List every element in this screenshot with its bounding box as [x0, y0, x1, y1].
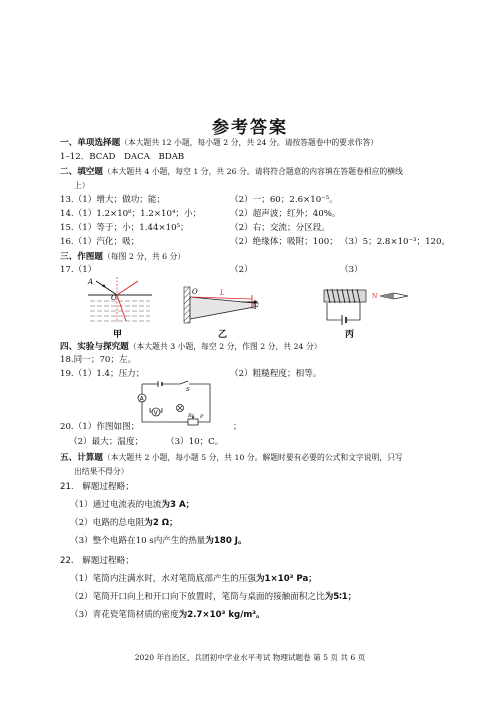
- q20-l2b: （3）10；C。: [166, 437, 224, 447]
- q15-row: [60, 223, 189, 234]
- fig2-caption: 乙: [218, 330, 228, 340]
- section-2-note-1: （本大题共 4 小题，每空 1 分，共 26 分。请将符合题意的内容填在答题卷相应的横线: [102, 167, 403, 176]
- q15-c1: （1）等于；小；1.44×10⁵；: [73, 223, 189, 233]
- q22-l2a: （2）笔筒开口向上和开口向下放置时，笔筒与桌面的接触面积之比: [70, 592, 325, 602]
- q20-l1: （1）作图如图；: [73, 422, 140, 432]
- q17-num: 17.（1）: [60, 265, 97, 275]
- section-1-note: （本大题共 12 小题，每小题 2 分，共 24 分。请按答题卷中的要求作答）: [120, 138, 379, 147]
- fig2-label-F: F: [254, 303, 259, 311]
- fig2-label-O: O: [192, 288, 198, 296]
- circuit-label-R: R: [188, 413, 192, 419]
- q16-row: [60, 237, 139, 248]
- q22-l1a: （1）笔筒内注满水时，水对笔筒底部产生的压强: [70, 574, 256, 584]
- circuit-label-A: A: [139, 395, 144, 403]
- fig1-label-A: A: [88, 278, 94, 286]
- section-2-line: [60, 166, 403, 178]
- q14-c1: （1）1.2×10⁸；1.2×10⁴；小；: [73, 209, 202, 219]
- page-title: 参考答案: [212, 118, 288, 138]
- fig3-caption: 丙: [345, 330, 355, 340]
- q21-l2b: 为2 Ω；: [144, 518, 178, 528]
- fig2-label-L: L: [220, 289, 225, 297]
- q19-c1: （1）1.4；压力；: [73, 369, 145, 379]
- q17-c2: （2）: [230, 265, 253, 275]
- section-4-head: 四、实验与探究题: [60, 342, 129, 352]
- q14-row: [60, 209, 201, 220]
- q20-num: 20.: [60, 422, 74, 432]
- section-3-note: （每图 2 分，共 6 分）: [102, 252, 186, 261]
- q21-l3b: 为180 J。: [205, 536, 247, 546]
- q13-c1: （1）增大；做功；能；: [73, 195, 166, 205]
- refraction-diagram: [84, 275, 154, 327]
- fig3-label-N: N: [372, 293, 378, 300]
- q20-l2a: （2）最大；温度；: [69, 437, 144, 447]
- q14-c2: （2）超声波；红外；40%。: [230, 209, 341, 219]
- q21-l1b: 为3 A；: [161, 500, 195, 510]
- q18-num: 18.: [60, 355, 74, 365]
- answer-1-12: 1–12．BCAD DACA BDAB: [60, 152, 185, 162]
- q13-row: [60, 195, 165, 206]
- q16-c1: （1）汽化；吸；: [73, 237, 140, 247]
- q21-l2a: （2）电路的总电阻: [70, 518, 145, 528]
- q22-line-1: [70, 574, 317, 585]
- q14-num: 14.: [60, 209, 74, 219]
- q22-head: 22. 解题过程略；: [60, 556, 134, 566]
- q21-line-1: [70, 500, 194, 511]
- q17-c3: （3）: [340, 265, 363, 275]
- page-footer: 2020 年自治区、兵团初中学业水平考试 物理试题卷 第 5 页 共 6 页: [134, 653, 366, 662]
- section-5-head: 五、计算题: [60, 453, 103, 463]
- q21-l3a: （3）整个电路在10 s内产生的热量: [70, 536, 206, 546]
- section-2-note-2: 上）: [74, 181, 90, 190]
- q18-row: [60, 355, 136, 366]
- section-4-line: [60, 341, 322, 353]
- fig1-caption: 甲: [113, 330, 123, 340]
- section-5-note-1: （本大题共 2 小题，每小题 5 分，共 10 分。解题时要有必要的公式和文字说明，只写: [102, 453, 403, 462]
- q22-l3b: 为2.7×10³ kg/m³。: [178, 610, 265, 620]
- section-1-line: [60, 137, 378, 149]
- q22-line-2: [70, 592, 356, 603]
- q22-l3a: （3）青花瓷笔筒材质的密度: [70, 610, 179, 620]
- q18-text: 同一；70；左。: [73, 355, 137, 365]
- q20-l1-end: ；: [233, 422, 242, 432]
- fig1-label-O: O: [111, 294, 117, 302]
- q21-l1a: （1）通过电流表的电流: [70, 500, 162, 510]
- q19-c2: （2）粗糙程度；相等。: [230, 369, 322, 379]
- solenoid-diagram: [318, 284, 414, 326]
- section-5-line: [60, 452, 403, 464]
- section-2-head: 二、填空题: [60, 167, 103, 177]
- q16-c2: （2）绝缘体；吸附；100；: [230, 237, 338, 247]
- q21-line-3: [70, 536, 247, 547]
- q21-line-2: [70, 518, 178, 529]
- q13-num: 13.: [60, 195, 74, 205]
- circuit-label-P: P: [200, 414, 204, 420]
- section-3-line: [60, 251, 185, 263]
- q21-head: 21. 解题过程略；: [60, 482, 134, 492]
- q15-c2: （2）右；交流；分区段。: [230, 223, 330, 233]
- section-3-head: 三、作图题: [60, 252, 103, 262]
- circuit-label-S: S: [186, 387, 190, 393]
- q22-l2b: 为5∶1；: [324, 592, 357, 602]
- q20-row-1: [60, 422, 139, 433]
- q16-c3: （3）5；2.8×10⁻³；120。: [340, 237, 451, 247]
- q22-line-3: [70, 610, 265, 621]
- q13-c2: （2）一；60；2.6×10⁻⁵。: [230, 195, 338, 205]
- circuit-diagram: [136, 380, 216, 430]
- q16-num: 16.: [60, 237, 74, 247]
- q19-row: [60, 369, 144, 380]
- lever-diagram: [182, 283, 262, 327]
- section-4-note: （本大题共 3 小题，每空 2 分，作图 2 分，共 24 分）: [128, 342, 322, 351]
- section-5-note-2: 出结果不得分）: [74, 467, 129, 476]
- q19-num: 19.: [60, 369, 74, 379]
- circuit-label-V: V: [153, 409, 158, 417]
- q22-l1b: 为1×10³ Pa；: [255, 574, 317, 584]
- section-1-head: 一、单项选择题: [60, 138, 121, 148]
- q15-num: 15.: [60, 223, 74, 233]
